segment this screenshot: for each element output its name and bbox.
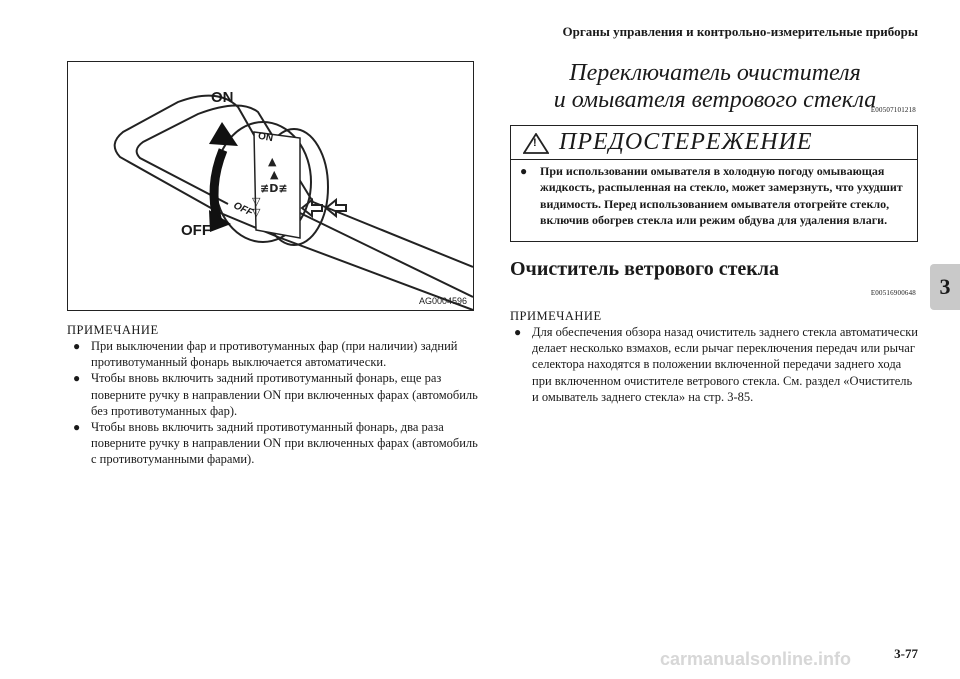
- lever-illustration: [67, 61, 474, 311]
- section-code: E00507101218: [870, 106, 916, 114]
- list-item: ● При использовании омывателя в холодную погоду омывающая жидкость, распыленная на стекло, может замерзнуть, что ухудшит видимость. Перед использованием омывателя отогрейте стекло, включив обогрев стекла или режим обдува для удаления влаги.: [520, 163, 910, 228]
- list-item: ● Чтобы вновь включить задний противотуманный фонарь, еще раз поверните ручку в направлении ON при включенных фарах (автомобиль без противотуманных фар).: [73, 370, 479, 419]
- figure-id: AG0004596: [418, 296, 467, 306]
- note-list: [73, 338, 479, 468]
- svg-text:▽: ▽: [252, 195, 261, 208]
- section-title-line2: и омывателя ветрового стекла: [553, 87, 877, 113]
- svg-text:▲: ▲: [270, 168, 279, 181]
- subsection-title: Очиститель ветрового стекла: [510, 258, 780, 280]
- list-item: ● Чтобы вновь включить задний противотуманный фонарь, два раза поверните ручку в направлении ON при включенных фарах (автомобиль с противотуманными фарами).: [73, 419, 479, 468]
- watermark: carmanualsonline.info: [660, 649, 852, 669]
- right-note: [510, 309, 920, 405]
- warning-title: ПРЕДОСТЕРЕЖЕНИЕ: [559, 129, 813, 155]
- note-title: ПРИМЕЧАНИЕ: [67, 323, 159, 337]
- ring-on-label: ON: [257, 130, 274, 145]
- note-title: ПРИМЕЧАНИЕ: [510, 309, 602, 323]
- list-item: ● При выключении фар и противотуманных фар (при наличии) задний противотуманный фонарь выключается автоматически.: [73, 338, 479, 370]
- page-number: 3-77: [894, 646, 918, 661]
- lever-drawing: [68, 62, 473, 310]
- svg-text:≢D≢: ≢D≢: [260, 182, 288, 195]
- running-header: Органы управления и контрольно-измерительные приборы: [562, 24, 918, 39]
- warning-list: [520, 163, 910, 228]
- warning-header: [511, 126, 917, 160]
- off-label: OFF: [181, 222, 211, 239]
- section-title: [510, 60, 920, 114]
- left-note: [67, 323, 479, 468]
- section-title-line1: Переключатель очистителя: [569, 60, 861, 86]
- subsection-code: E00516900648: [870, 289, 916, 297]
- warning-box: [510, 125, 918, 242]
- note-list: [514, 324, 920, 405]
- on-label: ON: [211, 89, 234, 106]
- svg-text:▲: ▲: [268, 155, 277, 168]
- svg-text:▽: ▽: [252, 206, 261, 219]
- ring-off-label: OFF: [231, 200, 255, 219]
- warning-symbol: !: [533, 137, 537, 149]
- chapter-tab: 3: [930, 264, 960, 310]
- list-item: ● Для обеспечения обзора назад очиститель заднего стекла автоматически делает несколько взмахов, если рычаг переключения передач или рычаг селектора находятся в положении включенной передачи заднего хода при включенном очистителе ветрового стекла. См. раздел «Очиститель и омыватель заднего стекла» на стр. 3-85.: [514, 324, 920, 405]
